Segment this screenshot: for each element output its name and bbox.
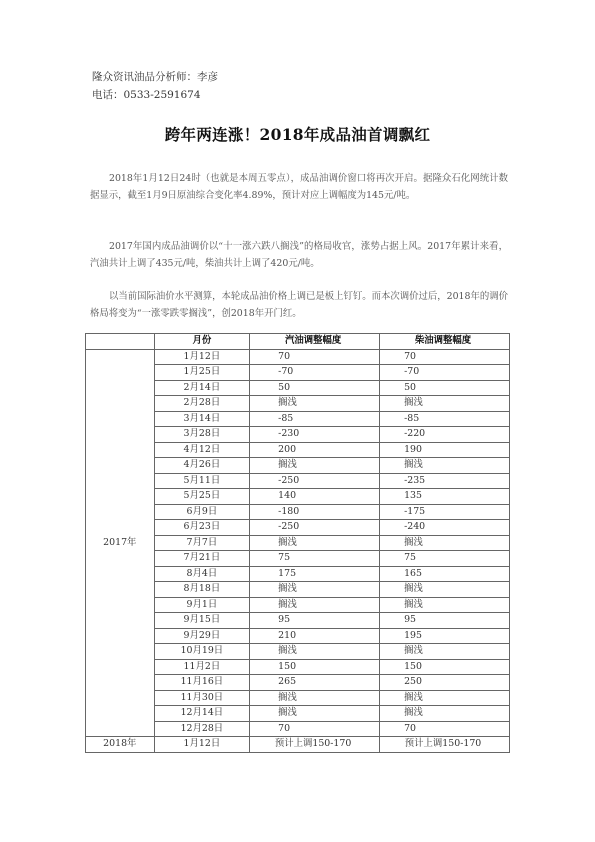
gasoline-cell: 95 (250, 613, 380, 629)
gasoline-cell: -250 (250, 473, 380, 489)
date-cell: 9月1日 (154, 597, 250, 613)
analyst-line: 隆众资讯油品分析师：李彦 (92, 71, 218, 83)
gasoline-cell: 搁浅 (250, 396, 380, 412)
gasoline-cell: 210 (250, 628, 380, 644)
header-diesel: 柴油调整幅度 (380, 334, 510, 350)
diesel-cell: 搁浅 (380, 396, 510, 412)
date-cell: 5月25日 (154, 489, 250, 505)
gasoline-cell: 预计上调150-170 (250, 737, 380, 753)
gasoline-cell: 搁浅 (250, 597, 380, 613)
gasoline-cell: 搁浅 (250, 690, 380, 706)
header-year (86, 334, 155, 350)
article-title: 跨年两连涨！2018年成品油首调飘红 (164, 125, 431, 144)
date-cell: 1月12日 (154, 737, 250, 753)
diesel-cell: 搁浅 (380, 597, 510, 613)
gasoline-cell: 70 (250, 721, 380, 737)
date-cell: 11月30日 (154, 690, 250, 706)
diesel-cell: 165 (380, 566, 510, 582)
diesel-cell: 预计上调150-170 (380, 737, 510, 753)
gasoline-cell: 搁浅 (250, 706, 380, 722)
date-cell: 9月15日 (154, 613, 250, 629)
date-cell: 3月28日 (154, 427, 250, 443)
diesel-cell: -175 (380, 504, 510, 520)
gasoline-cell: 50 (250, 380, 380, 396)
date-cell: 7月7日 (154, 535, 250, 551)
diesel-cell: 135 (380, 489, 510, 505)
gasoline-cell: 140 (250, 489, 380, 505)
gasoline-cell: 150 (250, 659, 380, 675)
date-cell: 1月25日 (154, 365, 250, 381)
paragraph-3: 以当前国际油价水平测算，本轮成品油价格上调已是板上钉钉。而本次调价过后，2018年的调价格局将变为“一涨零跌零搁浅”，创2018年开门红。 (90, 291, 508, 319)
gasoline-cell: 265 (250, 675, 380, 691)
diesel-cell: 70 (380, 349, 510, 365)
diesel-cell: 70 (380, 721, 510, 737)
gasoline-cell: -180 (250, 504, 380, 520)
gasoline-cell: 200 (250, 442, 380, 458)
phone-line: 电话：0533-2591674 (92, 89, 201, 101)
table-header-row (86, 334, 510, 350)
gasoline-cell: -85 (250, 411, 380, 427)
gasoline-cell: 75 (250, 551, 380, 567)
diesel-cell: 195 (380, 628, 510, 644)
diesel-cell: -235 (380, 473, 510, 489)
gasoline-cell: 搁浅 (250, 644, 380, 660)
table-row (86, 737, 510, 753)
date-cell: 4月12日 (154, 442, 250, 458)
paragraph-2: 2017年国内成品油调价以“十一涨六跌八搁浅”的格局收官，涨势占据上风。2017年累计来看，汽油共计上调了435元/吨，柴油共计上调了420元/吨。 (90, 241, 508, 269)
date-cell: 3月14日 (154, 411, 250, 427)
price-adjustment-table (85, 333, 510, 753)
date-cell: 9月29日 (154, 628, 250, 644)
diesel-cell: -220 (380, 427, 510, 443)
document-header (92, 68, 218, 104)
diesel-cell: 150 (380, 659, 510, 675)
diesel-cell: 搁浅 (380, 644, 510, 660)
date-cell: 12月28日 (154, 721, 250, 737)
gasoline-cell: 搁浅 (250, 458, 380, 474)
gasoline-cell: 搁浅 (250, 582, 380, 598)
gasoline-cell: 70 (250, 349, 380, 365)
diesel-cell: 250 (380, 675, 510, 691)
diesel-cell: -85 (380, 411, 510, 427)
diesel-cell: -70 (380, 365, 510, 381)
year-cell: 2017年 (86, 349, 155, 737)
date-cell: 7月21日 (154, 551, 250, 567)
date-cell: 11月16日 (154, 675, 250, 691)
paragraph-1: 2018年1月12日24时（也就是本周五零点），成品油调价窗口将再次开启。据隆众石化网统计数据显示，截至1月9日原油综合变化率4.89%，预计对应上调幅度为145元/吨。 (90, 173, 508, 201)
date-cell: 8月4日 (154, 566, 250, 582)
date-cell: 10月19日 (154, 644, 250, 660)
diesel-cell: 190 (380, 442, 510, 458)
diesel-cell: 搁浅 (380, 582, 510, 598)
header-gasoline: 汽油调整幅度 (250, 334, 380, 350)
date-cell: 6月23日 (154, 520, 250, 536)
diesel-cell: 95 (380, 613, 510, 629)
date-cell: 6月9日 (154, 504, 250, 520)
gasoline-cell: -230 (250, 427, 380, 443)
diesel-cell: 75 (380, 551, 510, 567)
date-cell: 11月2日 (154, 659, 250, 675)
diesel-cell: -240 (380, 520, 510, 536)
date-cell: 1月12日 (154, 349, 250, 365)
diesel-cell: 搁浅 (380, 706, 510, 722)
date-cell: 8月18日 (154, 582, 250, 598)
gasoline-cell: -70 (250, 365, 380, 381)
header-month: 月份 (154, 334, 250, 350)
diesel-cell: 搁浅 (380, 458, 510, 474)
date-cell: 5月11日 (154, 473, 250, 489)
gasoline-cell: 搁浅 (250, 535, 380, 551)
diesel-cell: 搁浅 (380, 535, 510, 551)
gasoline-cell: -250 (250, 520, 380, 536)
date-cell: 4月26日 (154, 458, 250, 474)
year-cell: 2018年 (86, 737, 155, 753)
date-cell: 2月28日 (154, 396, 250, 412)
table-body (86, 349, 510, 752)
gasoline-cell: 175 (250, 566, 380, 582)
date-cell: 2月14日 (154, 380, 250, 396)
diesel-cell: 50 (380, 380, 510, 396)
table-row (86, 349, 510, 365)
diesel-cell: 搁浅 (380, 690, 510, 706)
date-cell: 12月14日 (154, 706, 250, 722)
